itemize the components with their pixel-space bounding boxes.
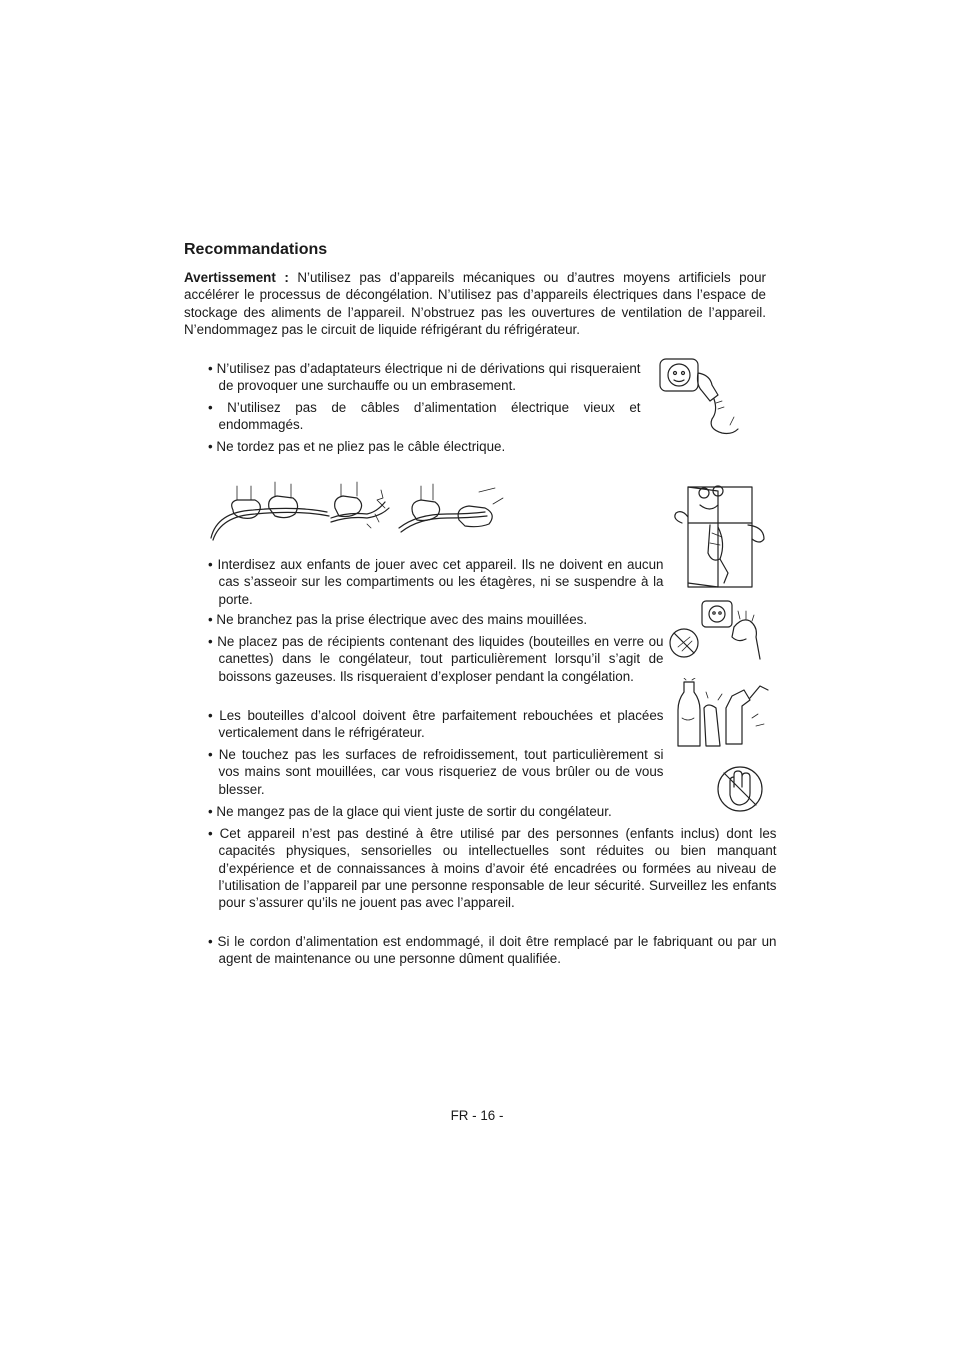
bullet-liquid-containers: • Ne placez pas de récipients contenant des liquides (bouteilles en verre ou canettes) dans le congélateur, tout particulièrement lorsqu’il s’agit de boissons gazeuses. Ils risqueraient d’exploser pendant la congélation. [208,634,664,684]
page-number: FR - 16 - [450,1108,504,1123]
bullet-cooling-surfaces: • Ne touchez pas les surfaces de refroidissement, tout particulièrement si vos mains sont mouillées, car vous risqueriez de vous brûler ou de vous blesser. [208,747,664,797]
plug-socket-icon [652,355,742,437]
bullet-adapters: • N’utilisez pas d’adaptateurs électrique ni de dérivations qui risqueraient de provoquer une surchauffe ou un embrasement. [208,361,641,394]
bullet-old-cables: • N’utilisez pas de câbles d’alimentation électrique vieux et endommagés. [208,400,641,433]
warning-label: Avertissement : [184,270,289,285]
child-hanging-fridge-door-icon [668,483,768,591]
no-touch-hand-icon [712,765,768,813]
warning-paragraph [184,269,766,338]
bullet-wet-hands-plug: • Ne branchez pas la prise électrique avec des mains mouillées. [208,612,588,627]
warning-text: N’utilisez pas d’appareils mécaniques ou d’autres moyens artificiels pour accélérer le processus de décongélation. N’utilisez pas d’appareils électriques dans l’espace de stockage des aliments de l’appareil. N’obstruez pas les ouvertures de ventilation de l’appareil. N’endommagez pas le circuit de liquide réfrigérant du réfrigérateur. [184,270,766,337]
bullet-reduced-capacities: • Cet appareil n’est pas destiné à être utilisé par des personnes (enfants inclus) dont les capacités physiques, sensorielles ou intellectuelles sont réduites ou bien manquant d’expérience et de connaissances à moins d’avoir été encadrées ou formées au niveau de l’utilisation de l’appareil par une personne responsable de leur sécurité. Surveillez les enfants pour s’assurer qu’ils ne jouent pas avec l’appareil. [208,826,777,911]
bullet-damaged-cord: • Si le cordon d’alimentation est endommagé, il doit être remplacé par le fabriquant ou par un agent de maintenance ou une personne dûment qualifiée. [208,934,777,967]
wet-hands-socket-prohibited-icon [668,597,768,665]
exploding-bottles-icon [672,678,772,750]
section-title: Recommandations [184,241,328,258]
hands-bending-cable-icon [207,478,507,544]
bullet-alcohol-bottles: • Les bouteilles d’alcool doivent être parfaitement rebouchées et placées verticalement dans le réfrigérateur. [208,708,664,741]
bullet-children: • Interdisez aux enfants de jouer avec cet appareil. Ils ne doivent en aucun cas s’asseoir sur les compartiments ou les étagères, ni se suspendre à la porte. [208,557,664,607]
bullet-bend-cable: • Ne tordez pas et ne pliez pas le câble électrique. [208,439,506,454]
bullet-ice: • Ne mangez pas de la glace qui vient juste de sortir du congélateur. [208,804,612,819]
